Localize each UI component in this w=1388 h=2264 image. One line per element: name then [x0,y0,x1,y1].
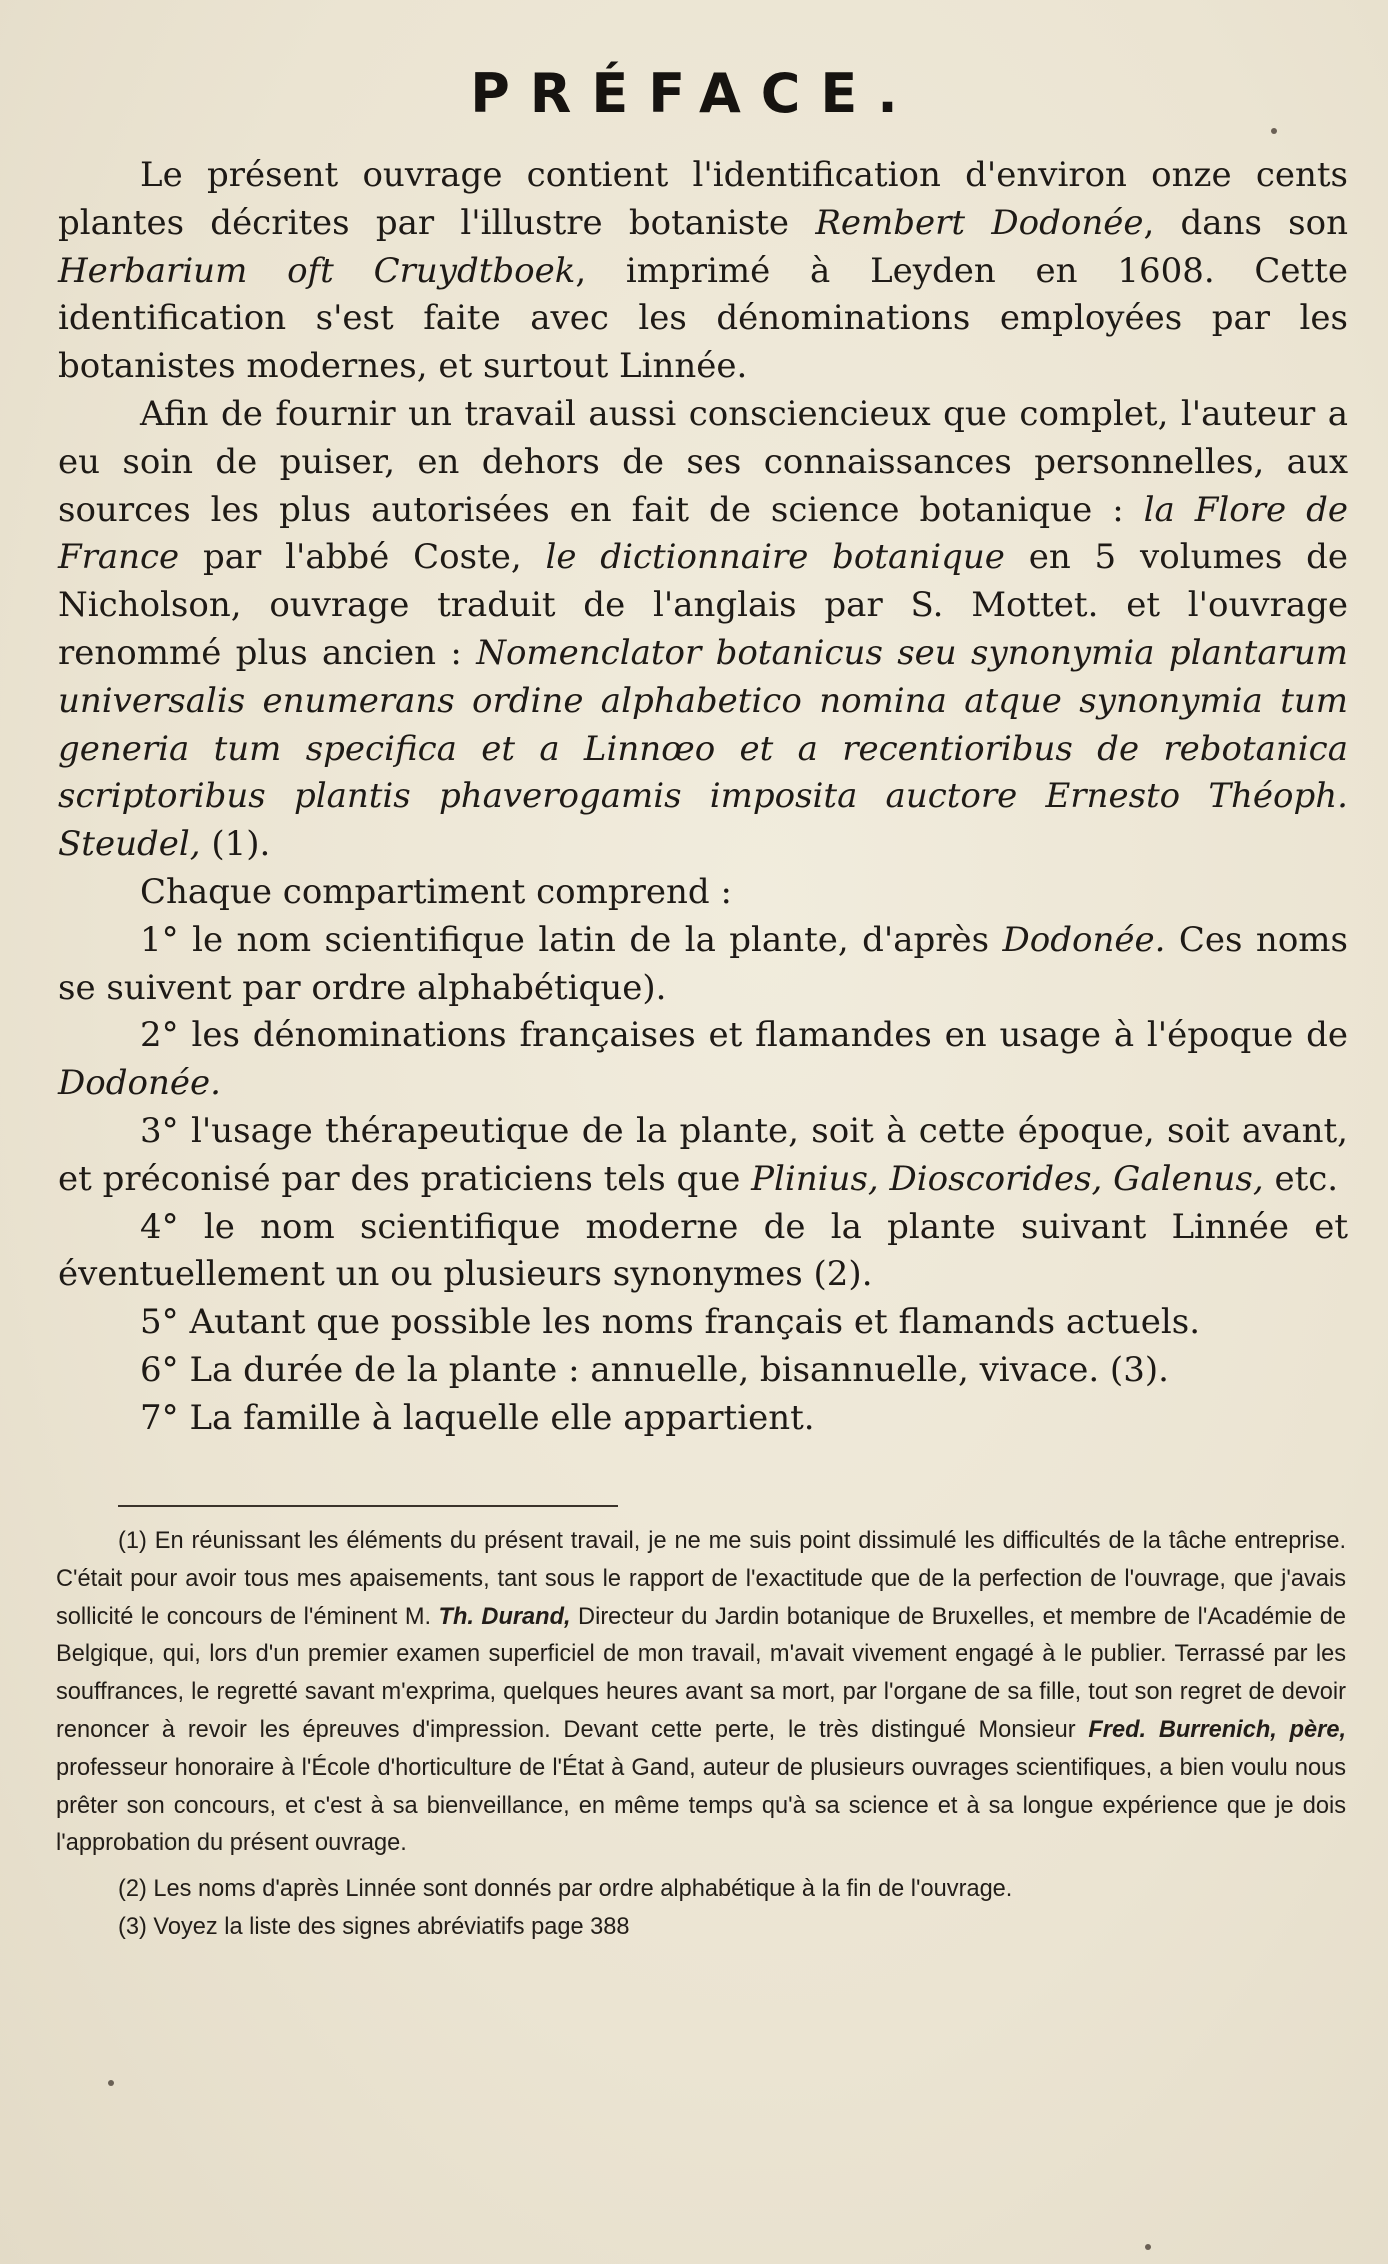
text-run: , imprimé à Leyden en 1608. Cette identification s'est faite avec les dénominations employées par les botanistes modernes, et surtout Linnée. [58,250,1349,387]
latin-title: Nomenclator botanicus seu synonymia plantarum universalis enumerans ordine alphabetico nomina atque synonymia tum generia tum specifica et a Linnœo et a recentioribus de rebotanica scriptoribus plantis phaverogamis imposita auctore Ernesto Théoph. Steudel, [58,632,1348,865]
page-speck [1271,128,1277,134]
page-title: PRÉFACE. [470,62,918,125]
text-run: (1) En réunissant les éléments du présent travail, je ne me suis point dissimulé les difficultés de la tâche entreprise. C'était pour avoir tous mes apaisements, tant sous le rapport de l'exactitude que de la perfection de l'ouvrage, que j'avais sollicité le concours de l'éminent M. [56,1528,1346,1630]
book-title: le dictionnaire botanique [545,537,1005,578]
footnote-divider [118,1505,618,1507]
text-run: Directeur du Jardin botanique de Bruxelles, et membre de l'Académie de Belgique, qui, lors d'un premier examen superficiel de mon travail, m'avait vivement engagé à le publier. Terrassé par les souffrances, le regretté savant m'exprima, quelques heures avant sa mort, par l'organe de sa fille, tout son regret de devoir renoncer à revoir les épreuves d'impression. Devant cette perte, le très distingué Monsieur [56,1603,1346,1743]
footnotes [56,1523,1346,1947]
text-run: Ces noms se suivent par ordre alphabétique). [58,919,1348,1008]
list-item: 6° La durée de la plante : annuelle, bisannuelle, vivace. (3). [140,1349,1169,1390]
list-item: 7° La famille à laquelle elle appartient. [140,1397,815,1438]
text-run: 3° l'usage thérapeutique de la plante, soit à cette époque, soit avant, et préconisé par des praticiens tels que [58,1110,1348,1199]
text-run: etc. [1263,1158,1339,1199]
page-speck [1145,2244,1151,2250]
footnote-1 [56,1523,1346,1863]
list-item [58,1012,1348,1108]
text-run: , dans son [1143,202,1348,243]
preface-body [58,152,1348,1443]
author-names: Plinius, Dioscorides, Galenus, [751,1158,1264,1199]
text-run: Afin de fournir un travail aussi consciencieux que complet, l'auteur a eu soin de puiser, en dehors de ses connaissances personnelles, aux sources les plus autorisées en fait de science botanique : [58,393,1348,530]
text-run: en 5 volumes de Nicholson, ouvrage traduit de l'anglais par S. Mottet. et l'ouvrage renommé plus ancien : [58,537,1349,673]
text-run: professeur honoraire à l'École d'horticulture de l'État à Gand, auteur de plusieurs ouvrages scientifiques, a bien voulu nous prêter son concours, et c'est à sa bienveillance, en même temps qu'à sa science et à sa longue expérience que je dois l'approbation du présent ouvrage. [56,1754,1346,1857]
paragraph-sources [58,391,1348,869]
book-title: Herbarium oft Cruydtboek [58,250,576,291]
footnote-2: (2) Les noms d'après Linnée sont donnés par ordre alphabétique à la fin de l'ouvrage. [118,1876,1013,1903]
paragraph-compartment: Chaque compartiment comprend : [140,871,732,912]
text-run: 2° les dénominations françaises et flamandes en usage à l'époque de [140,1015,1348,1056]
list-item: 5° Autant que possible les noms français et flamands actuels. [140,1302,1201,1343]
list-item [58,1108,1348,1204]
page-speck [108,2080,114,2086]
paragraph-intro [58,152,1348,391]
footnote-3: (3) Voyez la liste des signes abréviatifs page 388 [118,1913,630,1940]
author-name: Dodonée. [58,1063,221,1104]
list-item [58,917,1348,1013]
person-name: Fred. Burrenich, père, [1088,1716,1346,1743]
text-run: 1° le nom scientifique latin de la plante, d'après [140,919,1003,960]
compartment-list [58,917,1348,1443]
text-run: Le présent ouvrage contient l'identification d'environ onze cents plantes décrites par l'illustre botaniste [58,155,1348,243]
author-name: Dodonée. [1002,919,1166,960]
person-name: Th. Durand, [438,1603,571,1630]
author-name: Rembert Dodonée [815,202,1144,243]
book-title: la Flore de France [58,489,1348,578]
text-run: par l'abbé Coste, [179,537,546,578]
text-run: (1). [200,824,271,865]
list-item: 4° le nom scientifique moderne de la plante suivant Linnée et éventuellement un ou plusieurs synonymes (2). [58,1206,1348,1295]
